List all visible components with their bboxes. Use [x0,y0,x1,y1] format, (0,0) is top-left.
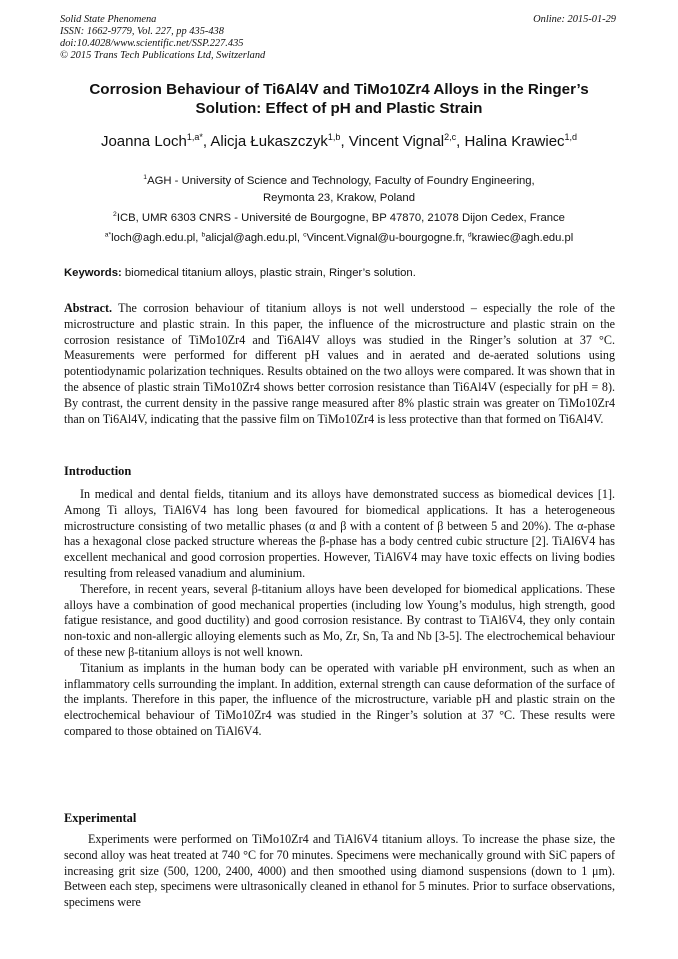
paragraph: Therefore, in recent years, several β-titanium alloys have been developed for biomedical applications. These alloys have a combination of good mechanical properties (including low Young’s modulus, high strength, good fatigue resistance, and good ductility) and good corrosion resistance. By contrast to TiAl6V4, they only contain non-toxic and non-allergic alloying elements such as Mo, Zr, Sn, Ta and Nb [3-5]. The electrochemical behaviour of these new β-titanium alloys is not well known. [64,581,615,659]
author-separator: , [456,133,465,150]
keywords [64,265,618,281]
author [465,133,578,150]
online-date: Online: 2015-01-29 [533,14,616,25]
author-name: Alicja Łukaszczyk [210,133,328,150]
paragraph: In medical and dental fields, titanium and its alloys have demonstrated success as biomedical devices [1]. Among Ti alloys, TiAl6V4 has long been favoured for biomedical applications. It has a heterogeneous microstructure consisting of two metallic phases (α and β with a content of β between 5 and 20%). The α-phase has a hexagonal close packed structure whereas the β-phase has a body centred cubic structure [2]. TiAl6V4 has excellent mechanical and good corrosion properties. However, TiAl6V4 may have toxic effects on living bodies resulting from released vanadium and aluminium. [64,487,615,580]
abstract [64,301,615,427]
abstract-label: Abstract. [64,301,113,315]
journal-header [60,14,616,62]
email-separator: , [296,232,304,244]
author-affiliation-mark: 1,b [327,132,341,142]
title-line: Solution: Effect of pH and Plastic Strain [195,100,483,117]
email-list [40,230,638,247]
paper-title [60,80,618,118]
affiliation-number: 1 [143,174,148,182]
author-name: Vincent Vignal [348,133,445,150]
author-list [40,132,638,152]
author-affiliation-mark: 2,c [444,132,457,142]
author-separator: , [202,133,211,150]
author-separator: , [340,133,349,150]
email-mark: d [467,231,472,239]
copyright-line: © 2015 Trans Tech Publications Ltd, Switzerland [60,50,266,61]
abstract-text: The corrosion behaviour of titanium alloys is not well understood – especially the role of the microstructure and plastic strain. In this paper, the influence of the microstructure and plastic strain on the corrosion resistance of TiMo10Zr4 and Ti6Al4V alloys was studied in the Ringer’s solution at 37 °C. Measurements were performed for different pH values and in aerated and de-aerated solutions using potentiodynamic polarization techniques. Results obtained on the two alloys were compared. It was shown that in the absence of plastic strain TiMo10Zr4 shows better corrosion resistance than Ti6Al4V (especially for pH = 8). By contrast, the current density in the passive range measured after 8% plastic strain was greater on TiMo10Zr4 than on Ti6Al4V, indicating that the passive film on TiMo10Zr4 is less protective than that formed on Ti6Al4V. [64,301,615,426]
email-separator: , [195,232,202,244]
affiliation-text: AGH - University of Science and Technology, Faculty of Foundry Engineering, [147,175,535,187]
paragraph: Titanium as implants in the human body can be operated with variable pH environment, such as when an inflammatory cells surrounding the implant. In addition, external strength can cause deformation of the surface of the implants. Therefore in this paper, the influence of the microstructure, variable pH and plastic strain on the electrochemical behaviour of TiMo10Zr4 was studied in the Ringer’s solution at 37 °C. These results were compared to those obtained on TiAl6V4. [64,660,615,738]
email-separator: , [461,232,468,244]
author [210,133,348,150]
experimental-body [64,832,615,911]
affiliation-text: ICB, UMR 6303 CNRS - Université de Bourgogne, BP 47870, 21078 Dijon Cedex, France [116,212,565,224]
affiliation-number: 2 [113,211,117,219]
title-line: Corrosion Behaviour of Ti6Al4V and TiMo10Zr4 Alloys in the Ringer’s [89,81,589,98]
email-link[interactable]: alicjal@agh.edu.pl [205,232,297,244]
email-link[interactable]: krawiec@agh.edu.pl [471,232,574,244]
email-mark: b [201,231,206,239]
affiliation-1 [60,173,618,207]
email-link[interactable]: loch@agh.edu.pl [111,232,196,244]
section-heading-introduction: Introduction [64,464,132,478]
doi-line: doi:10.4028/www.scientific.net/SSP.227.435 [60,38,244,49]
issn-line: ISSN: 1662-9779, Vol. 227, pp 435-438 [60,26,224,37]
keywords-label: Keywords: [64,267,122,279]
email-mark: a* [104,231,112,239]
journal-name: Solid State Phenomena [60,14,157,25]
author [101,133,210,150]
author-name: Joanna Loch [100,133,187,150]
affiliation-address: Reymonta 23, Krakow, Poland [263,192,415,204]
section-heading-experimental: Experimental [64,811,137,825]
author-name: Halina Krawiec [464,133,565,150]
author [349,133,465,150]
introduction-body [64,487,615,740]
email-mark: c [303,231,307,239]
affiliation-2 [60,210,618,227]
paragraph: Experiments were performed on TiMo10Zr4 and TiAl6V4 titanium alloys. To increase the phase size, the second alloy was heat treated at 740 °C for 70 minutes. Specimens were mechanically ground with SiC papers of increasing grit size (500, 1200, 2400, 4000) and then smoothed using diamond suspensions (down to 1 μm). Between each step, specimens were ultrasonically cleaned in ethanol for 5 minutes. Prior to surface observations, specimens were [64,832,615,910]
author-affiliation-mark: 1,d [564,132,578,142]
author-affiliation-mark: 1,a* [186,132,203,142]
email-link[interactable]: Vincent.Vignal@u-bourgogne.fr [306,232,462,244]
keywords-text: biomedical titanium alloys, plastic strain, Ringer’s solution. [121,267,416,279]
